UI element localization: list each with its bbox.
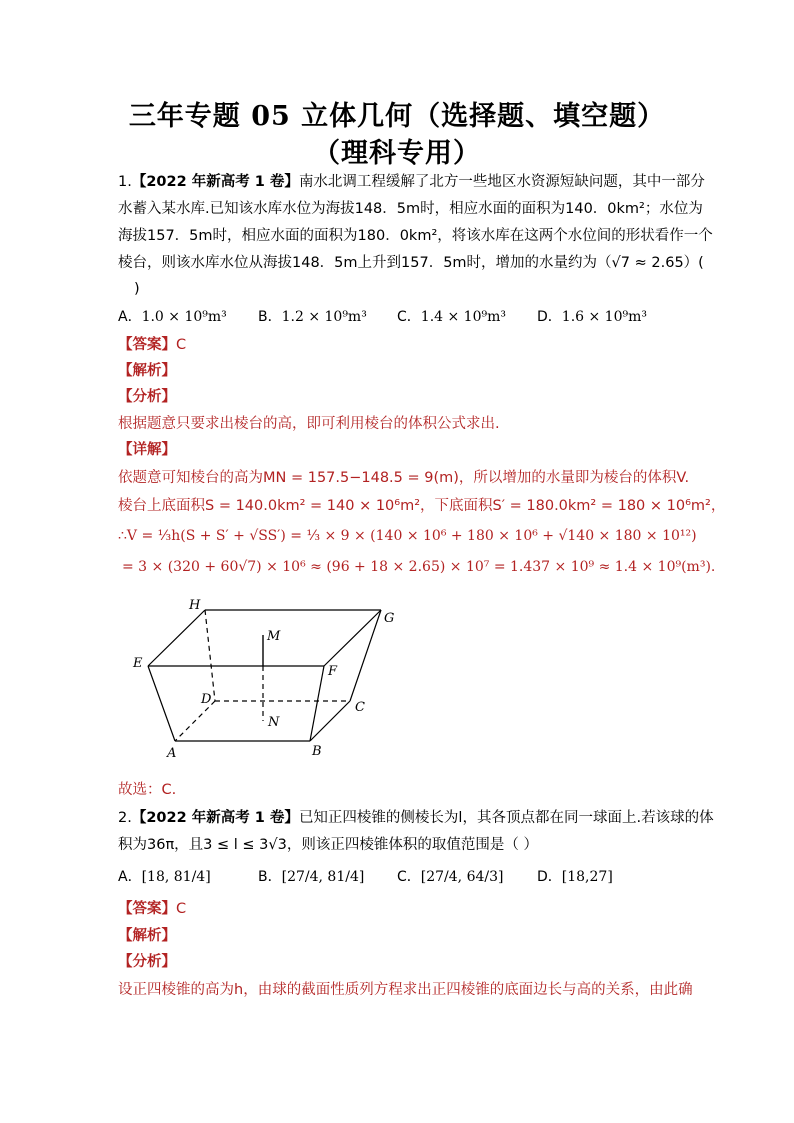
q1-line1 bbox=[118, 172, 705, 192]
label-H: H bbox=[189, 598, 201, 613]
q2-line1 bbox=[118, 808, 714, 828]
label-D: D bbox=[201, 692, 212, 707]
q2-fenxi-text: 设正四棱锥的高为h，由球的截面性质列方程求出正四棱锥的底面边长与高的关系，由此确 bbox=[118, 982, 693, 998]
q1-detail-1: 依题意可知棱台的高为MN = 157.5−148.5 = 9(m)，所以增加的水量即为棱台的体积V. bbox=[118, 470, 690, 486]
q1-answer: 【答案】C bbox=[118, 337, 187, 353]
q2-option-c: C．[27/4, 64/3] bbox=[397, 869, 504, 885]
q1-text-1: 南水北调工程缓解了北方一些地区水资源短缺问题，其中一部分 bbox=[298, 174, 705, 190]
q1-number: 1. bbox=[118, 174, 132, 190]
edge-GC bbox=[350, 610, 381, 701]
q1-detail-3: ∴V = ⅓h(S + S′ + √SS′) = ⅓ × 9 × (140 × 10⁶ + 180 × 10⁶ + √140 × 180 × 10¹²) bbox=[118, 528, 697, 544]
label-C: C bbox=[355, 700, 365, 715]
q1-conclusion: 故选：C. bbox=[118, 782, 177, 798]
q1-line5: ) bbox=[134, 281, 140, 297]
q2-answer: 【答案】C bbox=[118, 901, 187, 917]
frustum-figure bbox=[125, 595, 415, 765]
edge-EH bbox=[148, 610, 205, 666]
q1-detail-2: 棱台上底面积S = 140.0km² = 140 × 10⁶m²，下底面积S′ = 180.0km² = 180 × 10⁶m²， bbox=[118, 498, 726, 514]
q1-source: 【2022 年新高考 1 卷】 bbox=[131, 174, 299, 190]
label-B: B bbox=[312, 744, 322, 759]
q1-fenxi-heading: 【分析】 bbox=[118, 389, 176, 405]
q1-fenxi-text: 根据题意只要求出棱台的高，即可利用棱台的体积公式求出. bbox=[118, 416, 500, 432]
q2-option-a: A．[18, 81/4] bbox=[118, 869, 211, 885]
q2-line2: 积为36π，且3 ≤ l ≤ 3√3，则该正四棱锥体积的取值范围是（ ） bbox=[118, 837, 538, 853]
label-F: F bbox=[328, 664, 338, 679]
q1-line2: 水蓄入某水库.已知该水库水位为海拔148．5m时，相应水面的面积为140．0km²；水位为 bbox=[118, 201, 703, 217]
label-A: A bbox=[167, 746, 177, 761]
page-title: 三年专题 05 立体几何（选择题、填空题） bbox=[128, 101, 666, 132]
q1-jiexi-heading: 【解析】 bbox=[118, 363, 176, 379]
q2-jiexi-heading: 【解析】 bbox=[118, 928, 176, 944]
q1-detail-4: = 3 × (320 + 60√7) × 10⁶ ≈ (96 + 18 × 2.65) × 10⁷ = 1.437 × 10⁹ ≈ 1.4 × 10⁹(m³). bbox=[122, 559, 716, 575]
q2-source: 【2022 年新高考 1 卷】 bbox=[131, 810, 299, 826]
label-G: G bbox=[384, 611, 395, 626]
page-subtitle: （理科专用） bbox=[313, 138, 481, 169]
q2-text-1: 已知正四棱锥的侧棱长为l，其各顶点都在同一球面上.若该球的体 bbox=[298, 810, 714, 826]
edge-EA bbox=[148, 666, 175, 741]
edge-DA bbox=[175, 701, 215, 741]
edge-HD bbox=[205, 610, 215, 701]
label-E: E bbox=[133, 656, 143, 671]
label-N: N bbox=[268, 715, 280, 730]
q1-option-b: B．1.2 × 10⁹m³ bbox=[258, 309, 367, 325]
edge-GF bbox=[324, 610, 381, 666]
q1-line4: 棱台，则该水库水位从海拔148．5m上升到157．5m时，增加的水量约为（√7 ≈ 2.65）( bbox=[118, 255, 704, 271]
q2-option-d: D．[18,27] bbox=[537, 869, 613, 885]
label-M: M bbox=[267, 629, 281, 644]
q1-xiangjie-heading: 【详解】 bbox=[118, 442, 176, 458]
q1-option-a: A．1.0 × 10⁹m³ bbox=[118, 309, 227, 325]
q2-number: 2. bbox=[118, 810, 132, 826]
q1-line3: 海拔157．5m时，相应水面的面积为180．0km²，将该水库在这两个水位间的形状看作一个 bbox=[118, 228, 713, 244]
q1-option-c: C．1.4 × 10⁹m³ bbox=[397, 309, 506, 325]
q1-option-d: D．1.6 × 10⁹m³ bbox=[537, 309, 647, 325]
q2-fenxi-heading: 【分析】 bbox=[118, 954, 176, 970]
q2-option-b: B．[27/4, 81/4] bbox=[258, 869, 365, 885]
